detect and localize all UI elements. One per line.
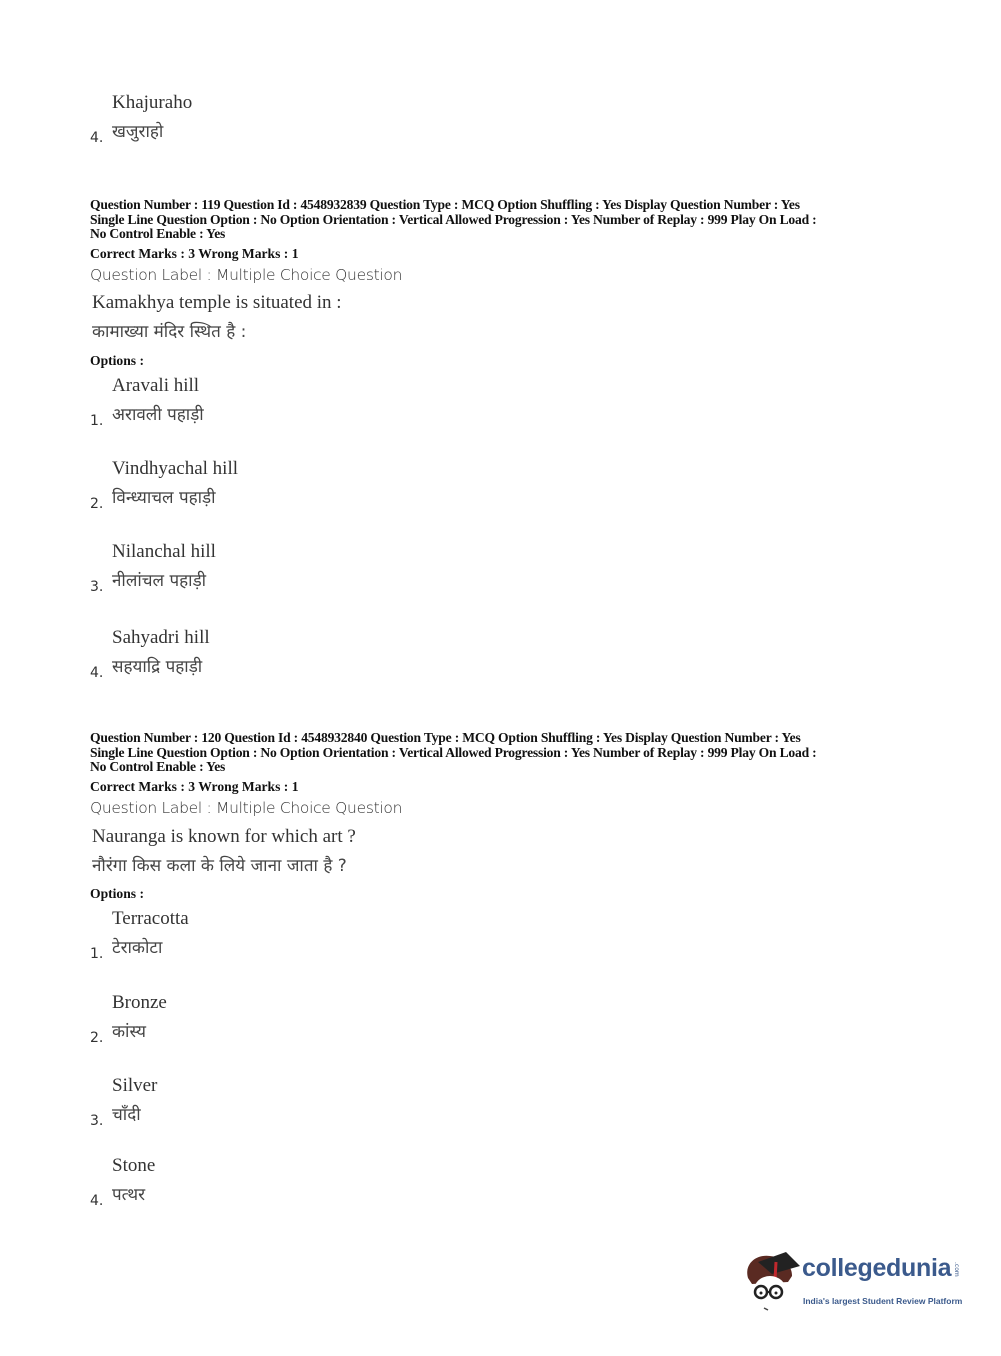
question-marks: Correct Marks : 3 Wrong Marks : 1 [90,779,299,794]
option-number: 1. [90,946,104,962]
option-number: 2. [90,496,104,512]
option-text-hi: टेराकोटा [112,938,163,958]
option-text-en: Sahyadri hill [112,627,210,648]
option-number: 3. [90,1113,104,1129]
option-text-hi: खजुराहो [112,122,164,142]
option-item[interactable] [90,541,490,611]
option-text-en: Nilanchal hill [112,541,216,562]
meta-line: Question Number : 120 Question Id : 4548932840 Question Type : MCQ Option Shuffling : Yes Display Question Number : Yes [90,730,801,745]
option-text-hi: सहयाद्रि पहाड़ी [112,657,203,677]
mascot-icon [742,1248,802,1314]
option-text-hi: विन्ध्याचल पहाड़ी [112,488,216,508]
option-number: 2. [90,1030,104,1046]
logo-suffix: .com [953,1262,961,1277]
option-number: 1. [90,413,104,429]
question-text-hi: कामाख्या मंदिर स्थित है : [92,322,247,342]
option-text-hi: चाँदी [112,1105,141,1125]
meta-line: Single Line Question Option : No Option Orientation : Vertical Allowed Progression : Yes Number of Replay : 999 Play On Load : [90,744,817,760]
option-text-en: Terracotta [112,908,189,929]
question-meta [90,198,970,242]
question-text-en: Kamakhya temple is situated in : [92,292,342,313]
logo-wordmark-row [802,1254,960,1283]
option-text-en: Khajuraho [112,92,193,113]
option-item[interactable] [90,375,490,445]
option-item[interactable] [90,458,490,528]
question-text-hi: नौरंगा किस कला के लिये जाना जाता है ? [92,856,347,876]
meta-line: Single Line Question Option : No Option Orientation : Vertical Allowed Progression : Yes Number of Replay : 999 Play On Load : [90,211,817,227]
option-text-hi: पत्थर [112,1185,146,1205]
meta-line: Question Number : 119 Question Id : 4548932839 Question Type : MCQ Option Shuffling : Yes Display Question Number : Yes [90,197,800,212]
option-text-en: Aravali hill [112,375,200,396]
option-text-hi: कांस्य [112,1022,146,1042]
option-item[interactable] [90,627,490,697]
option-item[interactable] [90,1075,490,1145]
option-text-en: Bronze [112,992,167,1013]
meta-line: No Control Enable : Yes [90,759,226,774]
option-text-en: Stone [112,1155,156,1176]
options-label: Options : [90,353,145,368]
option-item[interactable] [90,1155,490,1225]
option-item[interactable] [90,908,490,978]
option-item[interactable] [90,992,490,1062]
option-number: 3. [90,579,104,595]
option-text-hi: अरावली पहाड़ी [112,405,204,425]
option-text-hi: नीलांचल पहाड़ी [112,571,207,591]
question-label: Question Label : Multiple Choice Question [90,266,403,284]
option-number: 4. [90,665,104,681]
logo-wordmark: collegedunia [802,1254,952,1282]
question-label: Question Label : Multiple Choice Question [90,799,403,817]
options-label: Options : [90,886,145,901]
option-number: 4. [90,1193,104,1209]
meta-line: No Control Enable : Yes [90,226,226,241]
option-text-en: Silver [112,1075,158,1096]
question-meta [90,731,970,775]
collegedunia-logo [742,1248,992,1314]
question-text-en: Nauranga is known for which art ? [92,826,356,847]
option-number: 4. [90,130,104,146]
option-item[interactable] [90,92,490,162]
logo-tagline: India's largest Student Review Platform [803,1296,963,1306]
question-marks: Correct Marks : 3 Wrong Marks : 1 [90,246,299,261]
option-text-en: Vindhyachal hill [112,458,239,479]
